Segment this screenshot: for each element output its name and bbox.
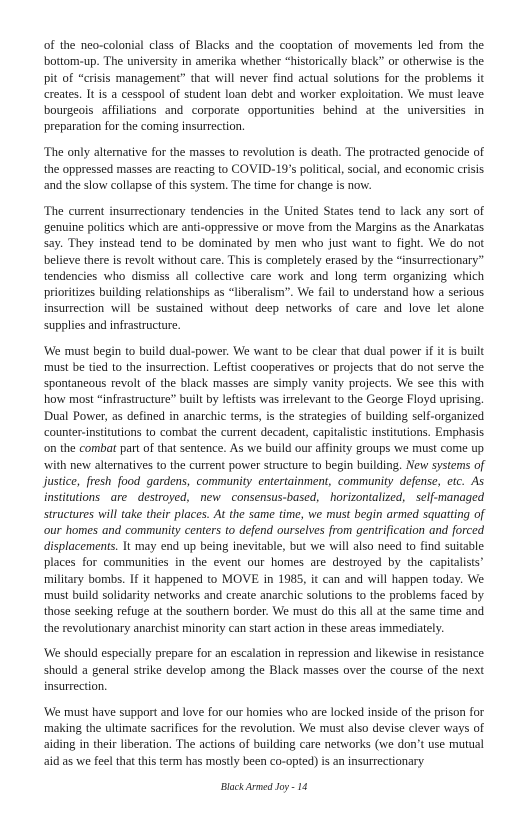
page-footer: Black Armed Joy - 14: [220, 782, 308, 793]
text-run: We must begin to build dual-power. We want to be clear that dual power if it is built must be tied to the insurrection. Leftist cooperatives or projects that do not serve the spontaneous revolt of the black masses are simply vanity projects. We see this with how most “infrastructure” built by leftists was irrelevant to the George Floyd uprising. Dual Power, as defined in anarchic terms, is the strategies of building self-organized counter-institutions to combat the current decadent, capitalistic institutions. Emphasis on the: [44, 343, 484, 456]
text-run: of the neo-colonial class of Blacks and the cooptation of movements led from the bottom-up. The university in amerika whether “historically black” or otherwise is the pit of “crisis management” that will never find actual solutions for the problems it creates. It is a cesspool of student loan debt and worker exploitation. We must leave bourgeois affiliations and corporate opportunities behind at the universities in preparation for the coming insurrection.: [44, 38, 484, 134]
paragraph: [44, 203, 484, 333]
paragraph: [44, 144, 484, 193]
text-run: part of that sentence. As we build our affinity groups we must come up with new alternatives to the current power structure to begin building.: [44, 441, 484, 472]
italic-text: New systems of justice, fresh food gardens, community entertainment, community defense, etc. As institutions are destroyed, new consensus-based, horizontalized, self-managed structures will take their places. At the same time, we must begin armed squatting of our homes and community centers to defend ourselves from gentrification and forced displacements.: [44, 457, 484, 554]
text-run: It may end up being inevitable, but we will also need to find suitable places for communities in the event our homes are destroyed by the capitalists’ military bombs. If it happened to MOVE in 1985, it can and will happen today. We must build solidarity networks and create anarchic solutions to the problems faced by those seeking refuge at the southern border. We must do this all at the same time and the revolutionary anarchist minority can start action in these areas immediately.: [44, 539, 484, 635]
text-run: We should especially prepare for an escalation in repression and likewise in resistance should a general strike develop among the Black masses over the course of the next insurrection.: [44, 646, 484, 693]
paragraph: [44, 645, 484, 694]
body-text: [44, 37, 484, 778]
text-run: We must have support and love for our homies who are locked inside of the prison for making the ultimate sacrifices for the revolution. We must also devise clever ways of aiding in their liberation. The actions of building care networks (we don’t use mutual aid as we feel that this term has mostly been co-opted) is an insurrectionary: [44, 704, 484, 768]
italic-text: combat: [79, 441, 117, 456]
paragraph: [44, 37, 484, 135]
paragraph: [44, 704, 484, 769]
text-run: The only alternative for the masses to revolution is death. The protracted genocide of the oppressed masses are reacting to COVID-19’s political, social, and economic crisis and the slow collapse of this system. The time for change is now.: [44, 145, 484, 192]
text-run: The current insurrectionary tendencies in the United States tend to lack any sort of genuine politics which are anti-oppressive or move from the Margins as the Anarkatas say. They instead tend to be dominated by men who just want to fight. We do not believe there is revolt without care. This is completely erased by the “insurrectionary” tendencies who dismiss all collective care work and long term organizing which prioritizes building relationships as “liberalism”. We fail to understand how a serious insurrection will be sustained without deep networks of care and love let alone supplies and infrastructure.: [44, 203, 484, 332]
paragraph: [44, 343, 484, 636]
